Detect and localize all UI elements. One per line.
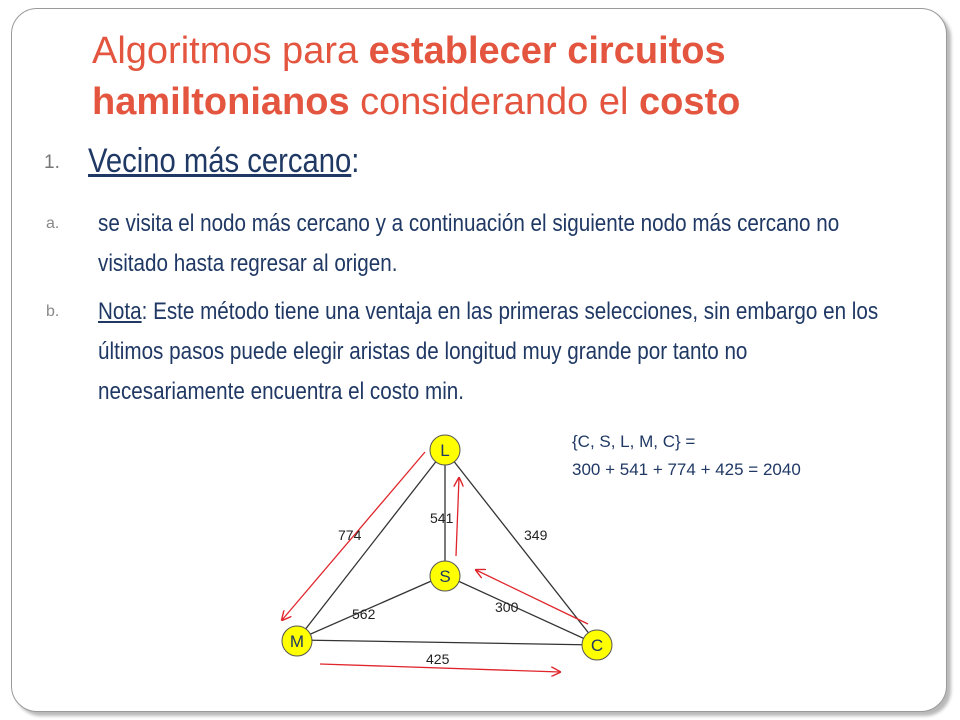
edge-label-sc: 300 [495,599,519,615]
title-part-4: costo [639,81,741,123]
node-s [430,561,460,591]
edge-label-lm: 774 [338,527,362,543]
node-label-l: L [440,441,450,460]
calc-line-1: {C, S, L, M, C} = [572,432,696,451]
node-l [430,435,460,465]
sub-letter-b: b. [46,303,60,320]
edge-label-mc: 425 [426,651,450,667]
method-name: Vecino más cercano [88,142,352,180]
title-part-2: establecer circuitos hamiltonianos [92,30,726,123]
node-label-s: S [439,567,451,586]
node-m [282,626,312,656]
note-text: : Este método tiene una ventaja en las primeras selecciones, sin embargo en los últimos pasos puede elegir aristas de longitud muy grande por tanto no necesariamente encuentra el costo min. [98,298,879,405]
edge-s-c [445,575,598,645]
list-number: 1. [44,152,60,173]
edge-m-c [297,640,598,645]
title-part-1: Algoritmos para [92,30,369,72]
node-label-m: M [289,632,305,651]
node-label-c: C [590,636,604,655]
method-colon: : [351,142,360,180]
sub-text-a: se visita el nodo más cercano y a continuación el siguiente nodo más cercano no visitado hasta regresar al origen. [98,210,840,277]
calc-line-2: 300 + 541 + 774 + 425 = 2040 [572,460,801,479]
route-arrow-s-l [456,478,459,556]
node-c [582,630,612,660]
cost-calculation [572,428,801,484]
edge-label-lc: 349 [524,527,548,543]
title-part-3: considerando el [349,81,639,123]
sub-letter-a: a. [46,215,60,232]
note-label: Nota [98,298,142,325]
edge-label-ls: 541 [430,510,454,526]
edge-label-sm: 562 [352,606,376,622]
